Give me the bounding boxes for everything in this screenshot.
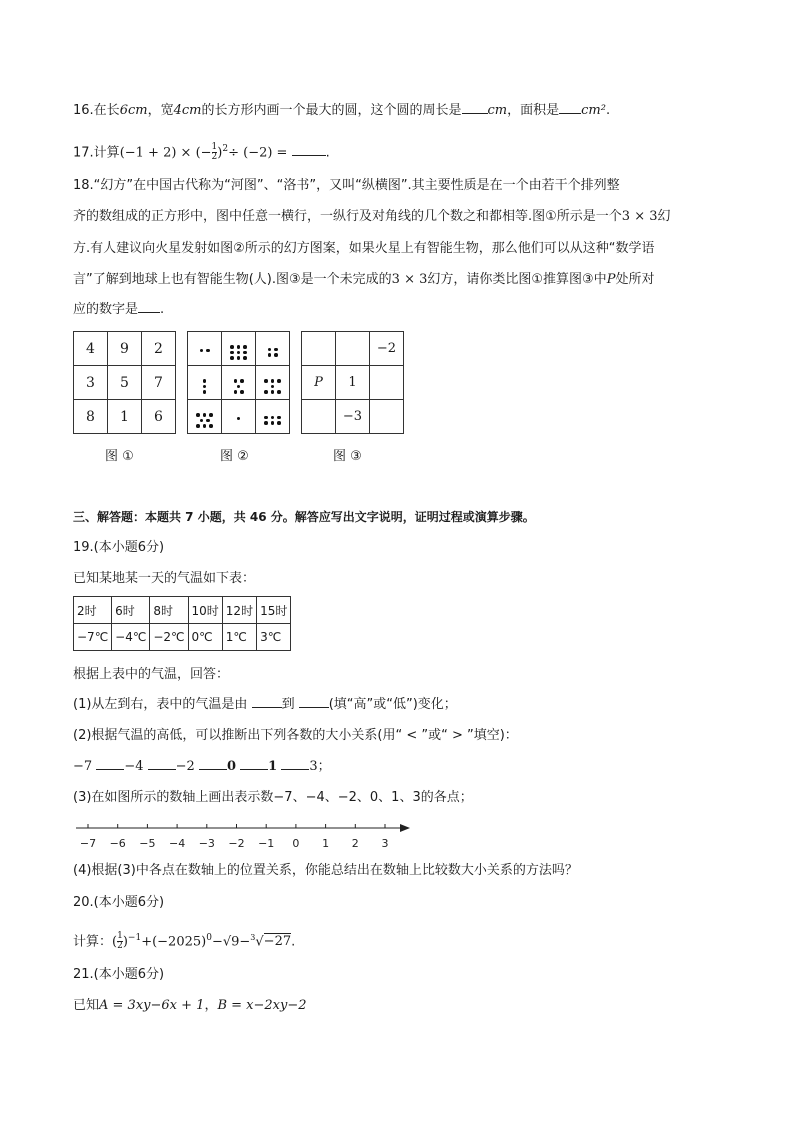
dot bbox=[234, 390, 238, 394]
table-header-cell: 12时 bbox=[222, 597, 256, 624]
dot bbox=[243, 345, 247, 349]
q20-close-paren: ) bbox=[122, 934, 128, 950]
q18-text-6: 应的数字是 bbox=[73, 302, 139, 317]
dot bbox=[206, 419, 210, 423]
dot bbox=[277, 421, 281, 425]
dot bbox=[268, 353, 272, 357]
dot-group bbox=[268, 348, 278, 357]
dot bbox=[277, 416, 281, 420]
dot bbox=[271, 385, 275, 389]
grid-cell: −3 bbox=[336, 400, 370, 434]
question-16 bbox=[73, 101, 610, 121]
table-header-cell: 8时 bbox=[150, 597, 188, 624]
dot-cell bbox=[222, 332, 256, 366]
dot bbox=[203, 424, 207, 428]
dot bbox=[271, 390, 275, 394]
q20-open-paren: ( bbox=[112, 934, 118, 950]
q18-line-1: 18.“幻方”在中国古代称为“河图”、“洛书”，又叫“纵横图”.其主要性质是在一个由若干个排列整 bbox=[73, 178, 620, 193]
question-17 bbox=[73, 137, 330, 165]
table-header-cell: 15时 bbox=[257, 597, 291, 624]
dot bbox=[264, 390, 268, 394]
q20-end: . bbox=[291, 934, 296, 950]
dot bbox=[209, 424, 213, 428]
q16-text-4: ，面积是 bbox=[507, 103, 560, 118]
q16-end: . bbox=[605, 103, 611, 118]
axis-tick-label: −4 bbox=[168, 837, 186, 850]
dot bbox=[243, 356, 247, 360]
dot-cell bbox=[188, 366, 222, 400]
number-line bbox=[70, 815, 415, 855]
table-header-cell: 10时 bbox=[188, 597, 222, 624]
compare-num: −2 bbox=[175, 759, 195, 774]
answer-blank bbox=[148, 757, 176, 770]
dot bbox=[203, 385, 207, 389]
q18-line-4 bbox=[73, 270, 654, 290]
q18-text-2: 幻 bbox=[657, 209, 671, 224]
q18-line-5 bbox=[73, 300, 164, 320]
q17-exponent: 2 bbox=[222, 144, 229, 154]
dot bbox=[268, 348, 272, 352]
q20-mid-1: +(−2025) bbox=[141, 934, 207, 950]
grid-cell bbox=[370, 366, 404, 400]
answer-blank bbox=[559, 101, 581, 114]
grid-cell: 2 bbox=[142, 332, 176, 366]
grid-cell: 5 bbox=[108, 366, 142, 400]
grid-cell: 1 bbox=[336, 366, 370, 400]
q21-sep: ， bbox=[204, 998, 218, 1013]
q20-exponent-1: −1 bbox=[127, 933, 142, 943]
q18-text-5: 处所对 bbox=[615, 272, 655, 287]
figure-1-magic-square bbox=[73, 331, 176, 434]
q18-line-2 bbox=[73, 207, 671, 227]
cube-root-icon: √ bbox=[255, 934, 264, 950]
q16-unit-1: cm bbox=[487, 103, 508, 118]
dot-cell bbox=[256, 332, 290, 366]
dot bbox=[277, 390, 281, 394]
dot-cell bbox=[188, 400, 222, 434]
grid-cell: 1 bbox=[108, 400, 142, 434]
section-3-heading: 三、解答题：本题共 7 小题，共 46 分。解答应写出文字说明，证明过程或演算步骤。 bbox=[73, 510, 535, 524]
answer-blank bbox=[281, 757, 309, 770]
dot-cell bbox=[222, 400, 256, 434]
figure-3-caption: 图 ③ bbox=[333, 449, 362, 464]
axis-tick-label: 1 bbox=[322, 837, 330, 850]
q21-a-expression: A = 3xy−6x + 1 bbox=[99, 998, 205, 1013]
answer-blank bbox=[252, 695, 282, 708]
dot bbox=[264, 379, 268, 383]
q19-p1-hint: (填“高”或“低”)变化； bbox=[328, 697, 457, 712]
dot bbox=[243, 351, 247, 355]
table-cell: −4℃ bbox=[112, 624, 150, 651]
dot-cell bbox=[222, 366, 256, 400]
q19-p1-text: (1)从左到右，表中的气温是由 bbox=[73, 697, 248, 712]
q19-part-4: (4)根据(3)中各点在数轴上的位置关系，你能总结出在数轴上比较数大小关系的方法吗？ bbox=[73, 863, 578, 878]
q20-prefix: 计算： bbox=[73, 934, 113, 950]
q20-frac-den: 2 bbox=[117, 941, 123, 952]
q19-part-2: (2)根据气温的高低，可以推断出下列各数的大小关系(用“ < ”或“ > ”填空)： bbox=[73, 728, 518, 743]
q18-text: 齐的数组成的正方形中，图中任意一横行，一纵行及对角线的几个数之和都相等.图①所示是一个 bbox=[73, 209, 622, 224]
q18-end: . bbox=[160, 302, 165, 317]
dot bbox=[206, 349, 210, 353]
figure-2-dot-square bbox=[187, 331, 290, 434]
answer-blank bbox=[240, 757, 268, 770]
q18-text-4: 幻方，请你类比图①推算图③中 bbox=[427, 272, 607, 287]
q16-length: 6cm bbox=[119, 103, 148, 118]
dot bbox=[203, 413, 207, 417]
q20-root-index: 3 bbox=[250, 933, 256, 942]
dot bbox=[274, 353, 278, 357]
figure-1-caption: 图 ① bbox=[105, 449, 134, 464]
grid-cell: 4 bbox=[74, 332, 108, 366]
figure-3-incomplete-square bbox=[301, 331, 404, 434]
compare-num: 0 bbox=[226, 759, 236, 774]
dot bbox=[240, 379, 244, 383]
dot bbox=[200, 419, 204, 423]
grid-cell bbox=[336, 332, 370, 366]
grid-cell bbox=[302, 332, 336, 366]
q19-p1-to: 到 bbox=[281, 697, 295, 712]
dot bbox=[203, 379, 207, 383]
dot bbox=[230, 356, 234, 360]
dot bbox=[271, 416, 275, 420]
q19-heading: 19.(本小题6分) bbox=[73, 540, 165, 555]
dot bbox=[264, 416, 268, 420]
q19-part-1 bbox=[73, 695, 457, 715]
q18-p-variable: P bbox=[606, 272, 616, 287]
dot bbox=[230, 351, 234, 355]
dot-group bbox=[200, 349, 210, 353]
dot-group bbox=[264, 379, 281, 394]
arrow-right-icon bbox=[400, 824, 410, 832]
dot bbox=[203, 390, 207, 394]
q17-text: 17.计算 bbox=[73, 145, 120, 161]
q21-prefix: 已知 bbox=[73, 998, 100, 1013]
q17-frac-den: 2 bbox=[211, 152, 218, 163]
answer-blank bbox=[96, 757, 124, 770]
q19-intro: 已知某地某一天的气温如下表： bbox=[73, 571, 256, 586]
dot bbox=[237, 385, 241, 389]
dot-group bbox=[237, 417, 241, 421]
table-cell: 1℃ bbox=[222, 624, 256, 651]
dot-group bbox=[230, 345, 247, 360]
grid-cell bbox=[302, 400, 336, 434]
compare-num: 1 bbox=[268, 759, 278, 774]
dot bbox=[237, 351, 241, 355]
q17-frac-num: 1 bbox=[211, 142, 218, 153]
dot bbox=[274, 348, 278, 352]
dot bbox=[200, 349, 204, 353]
dot-cell bbox=[256, 366, 290, 400]
q20-exponent-2: 0 bbox=[206, 933, 212, 943]
table-cell: −7℃ bbox=[74, 624, 112, 651]
q19-ask: 根据上表中的气温，回答： bbox=[73, 667, 230, 682]
dot-cell bbox=[188, 332, 222, 366]
dot-group bbox=[196, 413, 213, 428]
table-cell: 0℃ bbox=[188, 624, 222, 651]
axis-tick-label: −3 bbox=[198, 837, 215, 850]
dot bbox=[237, 417, 241, 421]
dot bbox=[240, 390, 244, 394]
q16-width: 4cm bbox=[173, 103, 202, 118]
q17-expr-b: ÷ (−2) = bbox=[228, 145, 288, 161]
dot bbox=[237, 345, 241, 349]
table-cell: −2℃ bbox=[150, 624, 188, 651]
grid-cell: 9 bbox=[108, 332, 142, 366]
dot bbox=[237, 356, 241, 360]
grid-cell: 7 bbox=[142, 366, 176, 400]
q21-given bbox=[73, 996, 307, 1016]
axis-tick-label: −1 bbox=[258, 837, 275, 850]
compare-num: −7 bbox=[73, 759, 93, 774]
q18-dim-2: 3 × 3 bbox=[391, 272, 428, 287]
dot-group bbox=[203, 379, 207, 394]
grid-cell bbox=[370, 400, 404, 434]
q20-radicand: −27 bbox=[263, 934, 292, 950]
dot-cell bbox=[256, 400, 290, 434]
table-cell: 3℃ bbox=[257, 624, 291, 651]
q19-part-3: (3)在如图所示的数轴上画出表示数−7、−4、−2、0、1、3的各点； bbox=[73, 790, 473, 805]
answer-blank bbox=[138, 300, 160, 313]
q20-expression bbox=[73, 925, 295, 955]
dot bbox=[277, 379, 281, 383]
dot bbox=[196, 413, 200, 417]
compare-num: 3 bbox=[309, 759, 318, 774]
axis-tick-label: −7 bbox=[79, 837, 97, 850]
q20-frac-num: 1 bbox=[117, 931, 123, 942]
dot bbox=[264, 421, 268, 425]
q18-line-3: 方.有人建议向火星发射如图②所示的幻方图案，如果火星上有智能生物，那么他们可以从这种“数学语 bbox=[73, 241, 655, 256]
q18-dim: 3 × 3 bbox=[621, 209, 658, 224]
figure-2-caption: 图 ② bbox=[220, 449, 249, 464]
dot-group bbox=[264, 416, 281, 425]
compare-end: ； bbox=[317, 759, 331, 774]
compare-num: −4 bbox=[124, 759, 144, 774]
dot-group bbox=[234, 379, 244, 394]
temperature-table bbox=[73, 596, 291, 651]
axis-tick-label: 2 bbox=[351, 837, 359, 850]
dot bbox=[209, 413, 213, 417]
answer-blank bbox=[199, 757, 227, 770]
dot bbox=[271, 379, 275, 383]
q21-heading: 21.(本小题6分) bbox=[73, 967, 165, 982]
dot bbox=[230, 345, 234, 349]
dot bbox=[271, 421, 275, 425]
grid-cell: 3 bbox=[74, 366, 108, 400]
answer-blank bbox=[462, 101, 488, 114]
q20-mid-2: −√9− bbox=[211, 934, 251, 950]
q16-text: 16.在长 bbox=[73, 103, 120, 118]
q16-text-3: 的长方形内画一个最大的圆，这个圆的周长是 bbox=[201, 103, 462, 118]
q18-text-3: 言”了解到地球上也有智能生物(人).图③是一个未完成的 bbox=[73, 272, 392, 287]
q16-text-2: ，宽 bbox=[147, 103, 174, 118]
grid-cell: 6 bbox=[142, 400, 176, 434]
q17-close-paren: ) bbox=[217, 145, 223, 161]
q21-b-expression: B = x−2xy−2 bbox=[217, 998, 307, 1013]
q19-compare-row bbox=[73, 757, 331, 777]
grid-cell: 8 bbox=[74, 400, 108, 434]
q17-expr-a: (−1 + 2) × (− bbox=[119, 145, 212, 161]
axis-tick-label: −6 bbox=[109, 837, 126, 850]
table-header-cell: 2时 bbox=[74, 597, 112, 624]
table-header-cell: 6时 bbox=[112, 597, 150, 624]
q17-end: . bbox=[325, 145, 330, 161]
answer-blank bbox=[292, 143, 326, 156]
dot bbox=[196, 424, 200, 428]
axis-tick-label: 3 bbox=[381, 837, 389, 850]
q20-heading: 20.(本小题6分) bbox=[73, 895, 165, 910]
axis-tick-label: 0 bbox=[292, 837, 300, 850]
q16-unit-2: cm² bbox=[581, 103, 606, 118]
grid-cell: −2 bbox=[370, 332, 404, 366]
dot bbox=[234, 379, 238, 383]
axis-tick-label: −2 bbox=[228, 837, 245, 850]
grid-cell-p: P bbox=[302, 366, 336, 400]
answer-blank bbox=[299, 695, 329, 708]
axis-tick-label: −5 bbox=[139, 837, 156, 850]
